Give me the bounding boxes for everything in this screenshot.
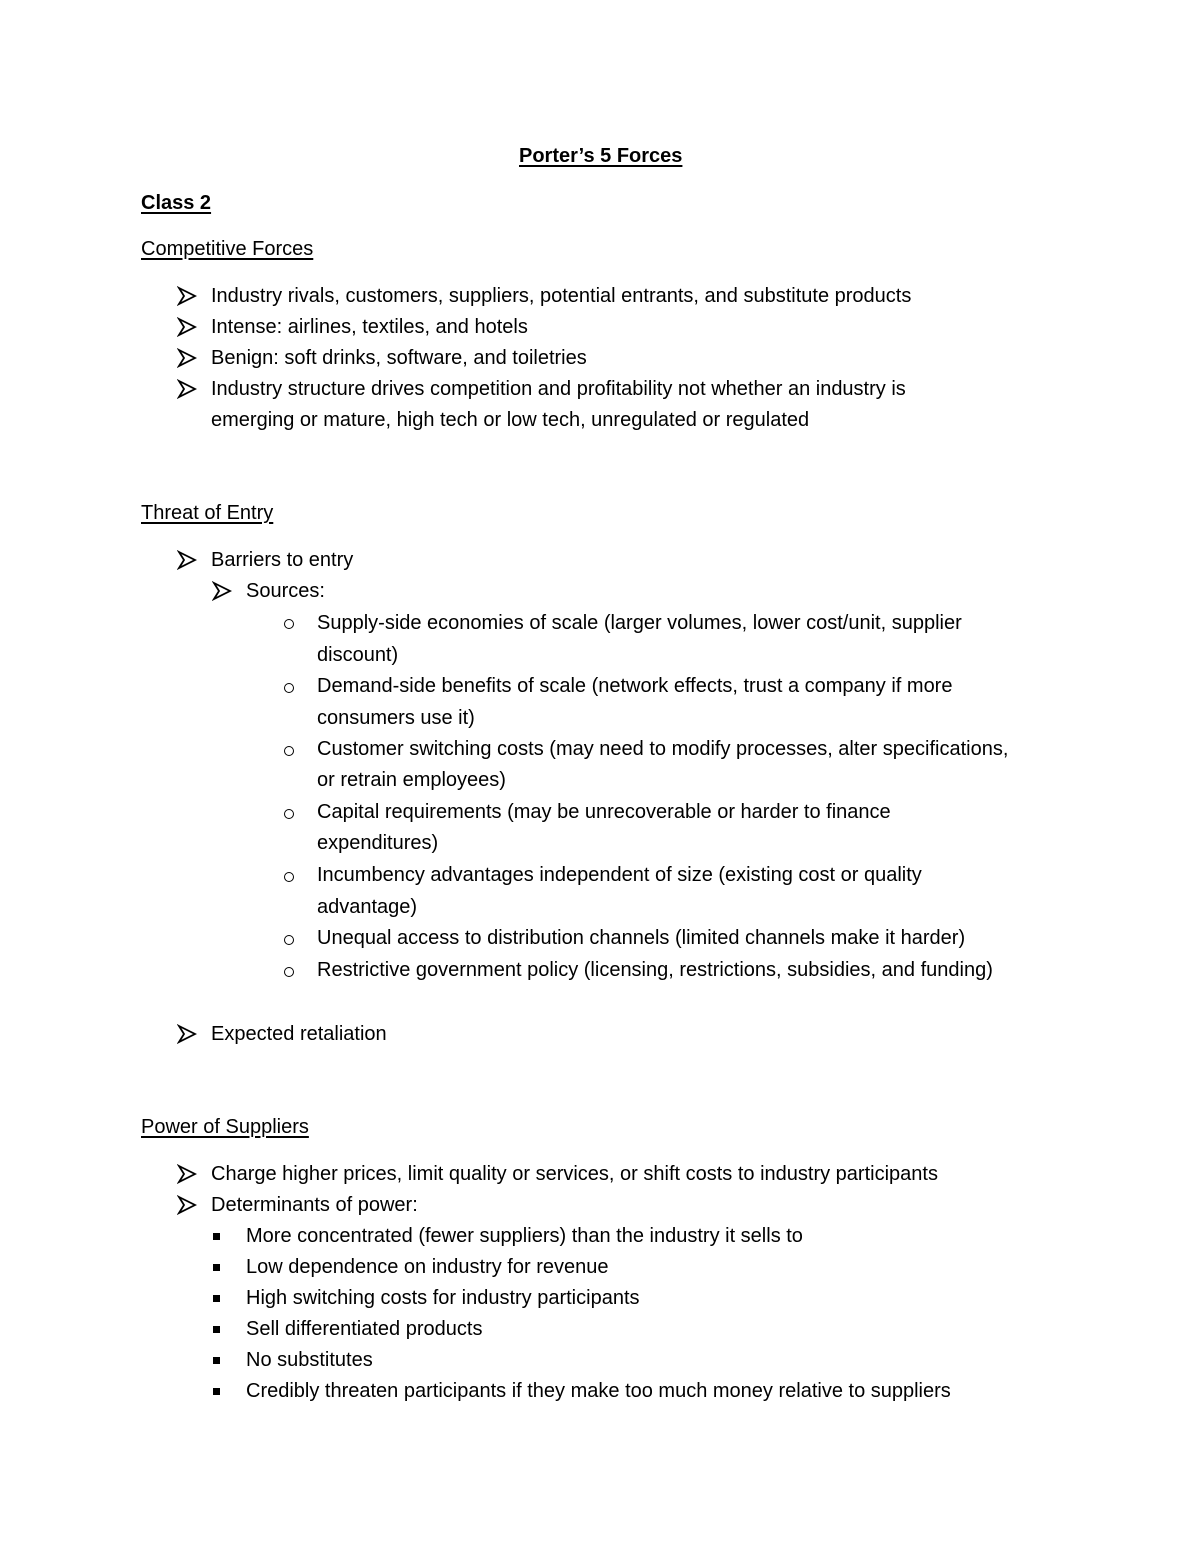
source-item: Incumbency advantages independent of size (existing cost or quality (317, 864, 922, 886)
circle-bullet-icon (284, 872, 294, 882)
source-item-continuation: expenditures) (317, 832, 439, 854)
determinant-item: No substitutes (246, 1349, 373, 1371)
list-item: Intense: airlines, textiles, and hotels (211, 316, 528, 338)
circle-bullet-icon (284, 683, 294, 693)
determinant-item: High switching costs for industry participants (246, 1287, 640, 1309)
list-item: Determinants of power: (211, 1194, 418, 1216)
determinant-item: More concentrated (fewer suppliers) than the industry it sells to (246, 1225, 803, 1247)
list-item-barriers: Barriers to entry (211, 549, 354, 571)
determinant-item: Low dependence on industry for revenue (246, 1256, 609, 1278)
circle-bullet-icon (284, 619, 294, 629)
square-bullet-icon (213, 1295, 220, 1302)
arrow-bullet-icon (177, 379, 197, 399)
square-bullet-icon (213, 1326, 220, 1333)
source-item: Capital requirements (may be unrecoverable or harder to finance (317, 801, 891, 823)
arrow-bullet-icon (177, 286, 197, 306)
list-item: Industry structure drives competition and profitability not whether an industry is (211, 378, 906, 400)
section-heading-threat-of-entry: Threat of Entry (141, 502, 274, 524)
section-heading-competitive-forces: Competitive Forces (141, 238, 314, 260)
arrow-bullet-icon (177, 317, 197, 337)
source-item-continuation: discount) (317, 644, 399, 666)
arrow-bullet-icon (212, 581, 232, 601)
arrow-bullet-icon (177, 1024, 197, 1044)
arrow-bullet-icon (177, 348, 197, 368)
list-item-retaliation: Expected retaliation (211, 1023, 387, 1045)
square-bullet-icon (213, 1233, 220, 1240)
list-item: Charge higher prices, limit quality or services, or shift costs to industry participants (211, 1163, 938, 1185)
source-item: Customer switching costs (may need to modify processes, alter specifications, (317, 738, 1009, 760)
circle-bullet-icon (284, 935, 294, 945)
arrow-bullet-icon (177, 1195, 197, 1215)
source-item-continuation: consumers use it) (317, 707, 475, 729)
source-item-continuation: or retrain employees) (317, 769, 506, 791)
document-title: Porter’s 5 Forces (519, 145, 683, 167)
arrow-bullet-icon (177, 550, 197, 570)
source-item: Supply-side economies of scale (larger volumes, lower cost/unit, supplier (317, 612, 962, 634)
section-heading-power-of-suppliers: Power of Suppliers (141, 1116, 309, 1138)
square-bullet-icon (213, 1264, 220, 1271)
list-item-continuation: emerging or mature, high tech or low tech, unregulated or regulated (211, 409, 810, 431)
circle-bullet-icon (284, 967, 294, 977)
source-item-continuation: advantage) (317, 896, 418, 918)
list-item: Benign: soft drinks, software, and toiletries (211, 347, 587, 369)
source-item: Restrictive government policy (licensing, restrictions, subsidies, and funding) (317, 959, 993, 981)
square-bullet-icon (213, 1357, 220, 1364)
list-item-sources: Sources: (246, 580, 325, 602)
determinant-item: Credibly threaten participants if they make too much money relative to suppliers (246, 1380, 951, 1402)
source-item: Demand-side benefits of scale (network effects, trust a company if more (317, 675, 953, 697)
determinant-item: Sell differentiated products (246, 1318, 483, 1340)
square-bullet-icon (213, 1388, 220, 1395)
arrow-bullet-icon (177, 1164, 197, 1184)
list-item: Industry rivals, customers, suppliers, potential entrants, and substitute products (211, 285, 912, 307)
source-item: Unequal access to distribution channels (limited channels make it harder) (317, 927, 966, 949)
circle-bullet-icon (284, 746, 294, 756)
class-label: Class 2 (141, 192, 212, 214)
circle-bullet-icon (284, 809, 294, 819)
